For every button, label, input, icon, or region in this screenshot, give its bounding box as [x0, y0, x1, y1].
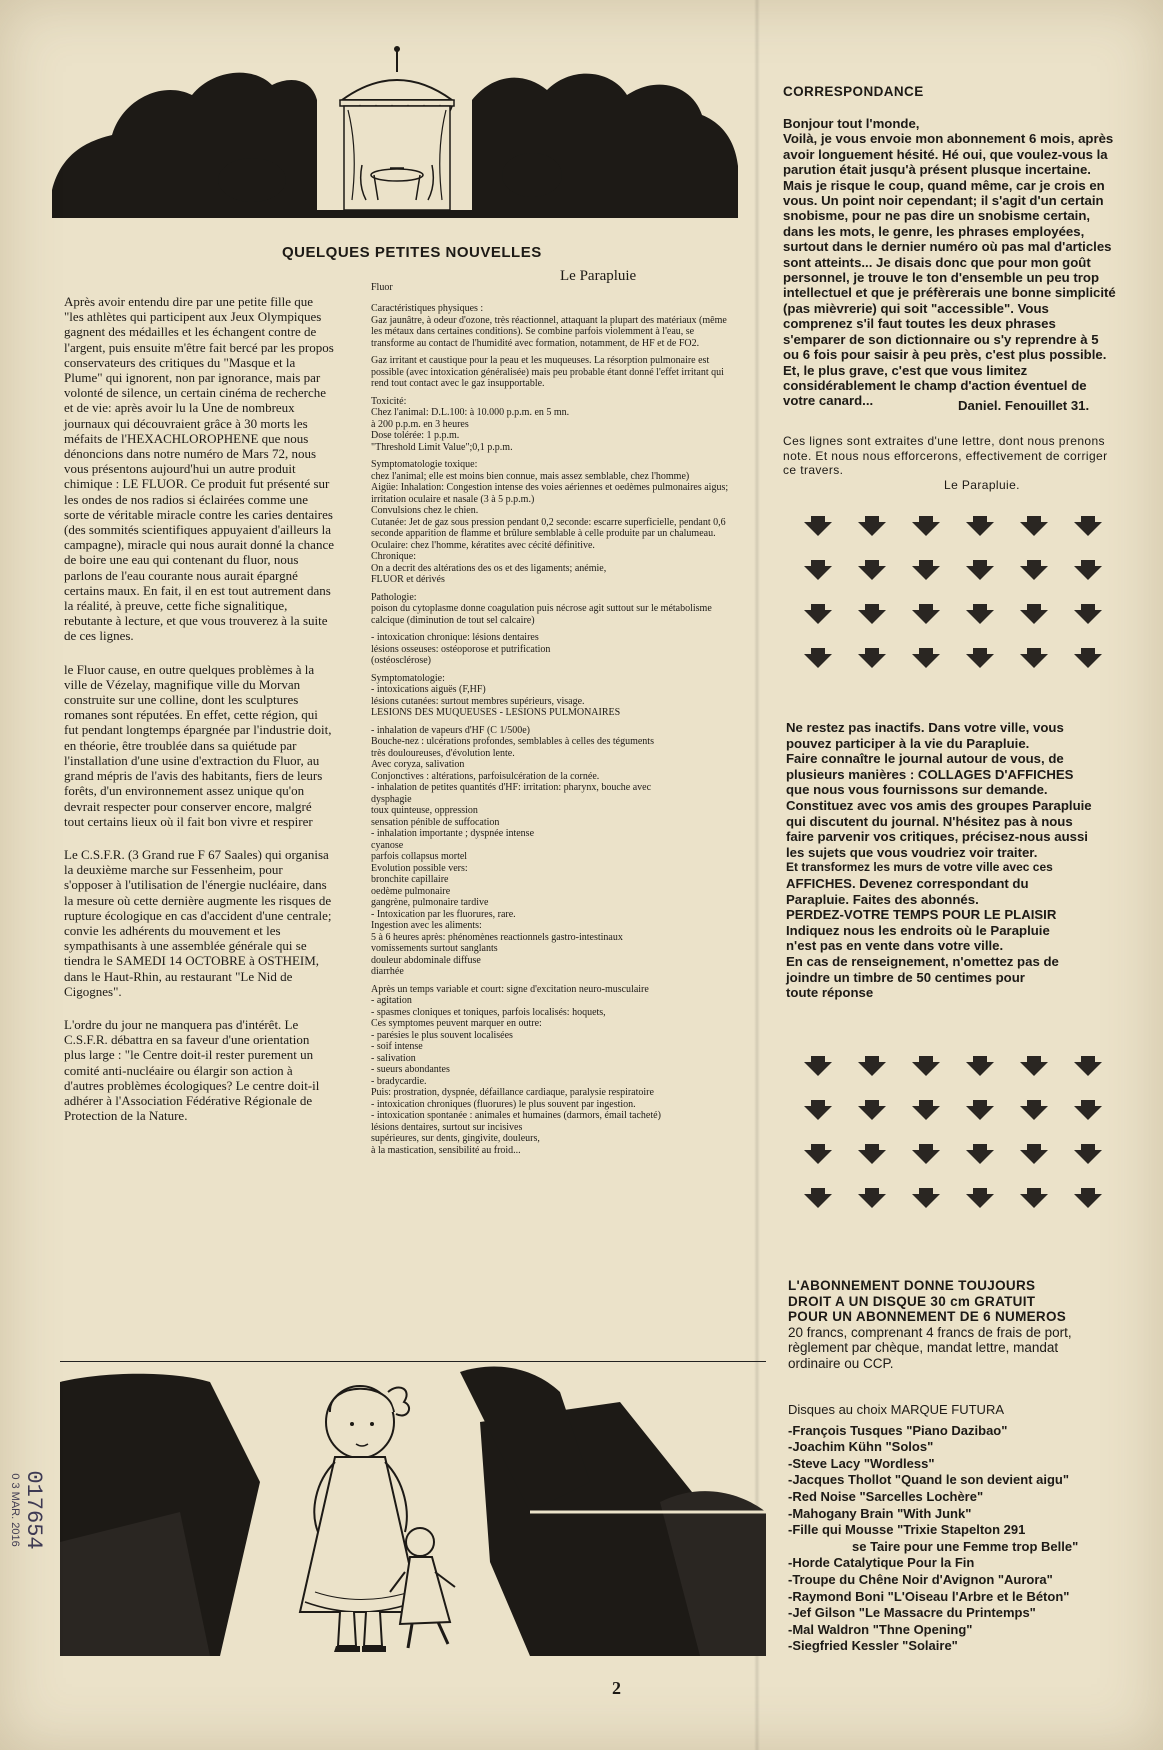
data-sheet-block: Après un temps variable et court: signe d'excitation neuro-musculaire - agitation - spasmes cloniques et toniques, parfois localisés: hoquets, Ces symptomes peuvent marquer en outre: - parésies le plus souvent localisées - soif intense - salivation - sueurs abondantes - bradycardie. Puis: prostration, dyspnée, défaillance cardiaque, paralysie respiratoire - intoxication chroniques (fluorures) le plus souvent par ingestion. - intoxication spontanée : animales et humaines (darmors, émail tacheté) lésions dentaires, surtout sur incisives supérieures, sur dents, gingivite, douleurs, à la mastication, sensibilité au froid...	[371, 983, 661, 1156]
action-line: joindre un timbre de 50 centimes pour	[786, 969, 1025, 985]
page-number: 2	[612, 1678, 621, 1698]
down-arrow-icon	[912, 1100, 940, 1120]
down-arrow-icon	[966, 604, 994, 624]
down-arrow-icon	[912, 516, 940, 536]
down-arrow-icon	[804, 648, 832, 668]
section-signature: Le Parapluie	[560, 268, 637, 284]
call-to-action	[786, 720, 1116, 1001]
down-arrow-icon	[1074, 1100, 1102, 1120]
action-line: Ne restez pas inactifs. Dans votre ville, vous	[786, 720, 1064, 735]
down-arrow-icon	[858, 1188, 886, 1208]
down-arrow-icon	[1020, 1188, 1048, 1208]
action-line: En cas de renseignement, n'omettez pas de	[786, 953, 1059, 969]
down-arrow-icon	[1020, 604, 1048, 624]
action-line: PERDEZ-VOTRE TEMPS POUR LE PLAISIR	[786, 907, 1057, 923]
down-arrow-icon	[912, 560, 940, 580]
down-arrow-icon	[858, 516, 886, 536]
down-arrow-icon	[804, 1100, 832, 1120]
action-line: faire parvenir vos critiques, précisez-nous aussi	[786, 829, 1088, 845]
record-item: -Jacques Thollot "Quand le son devient aigu"	[788, 1472, 1070, 1488]
data-sheet-block: Symptomatologie toxique: chez l'animal; elle est moins bien connue, mais assez semblable, chez l'homme) Aigüe: Inhalation: Congestion intense des voies aériennes et oedèmes pulmonaires aigus; irritation oculaire et nasale (3 à 5 p.p.m.) Convulsions chez le chien. Cutanée: Jet de gaz sous pression pendant 0,2 seconde: escarre superficielle, pendant 0,6 seconde apparition de flamme et brûlure semblable à celle produite par un chalumeau. Oculaire: chez l'homme, kératites avec cécité définitive. Chronique: On a decrit des altérations des os et des ligaments; anémie, FLUOR et dérivés	[371, 459, 729, 585]
down-arrow-icon	[804, 1188, 832, 1208]
down-arrow-icon	[1074, 648, 1102, 668]
down-arrow-icon	[912, 1056, 940, 1076]
record-item: -Steve Lacy "Wordless"	[788, 1455, 935, 1471]
down-arrow-icon	[804, 604, 832, 624]
record-item: -Siegfried Kessler "Solaire"	[788, 1638, 958, 1654]
record-item: -Fille qui Mousse "Trixie Stapelton 291	[788, 1522, 1026, 1538]
down-arrow-icon	[1020, 1100, 1048, 1120]
subscription-offer	[788, 1278, 1118, 1371]
reader-letter: Bonjour tout l'monde, Voilà, je vous envoie mon abonnement 6 mois, après avoir longuement hésité. Hé oui, que voulez-vous la parution était jusqu'à présent plusque incertaine. Mais je risque le coup, quand même, car je crois en vous. Un point noir cependant; il s'agit d'un certain snobisme, pour ne pas dire un snobisme certain, dans les mots, le genre, les phrases employées, surtout dans le dernier numéro où pas mal d'articles sont atteints... Je disais donc que pour mon goût personnel, je trouve le ton d'ensemble un peu trop intellectuel et que je préfèrerais une bonne simplicité (pas mièvrerie) qui soit "accessible". Vous comprenez s'il faut toutes les deux phrases s'emparer de son dictionnaire ou s'y reprendre à 5 ou 6 fois pour saisir à peu près, c'est plus possible. Et, le plus grave, c'est que vous limitez considérablement le champ d'action éventuel de votre canard...	[783, 116, 1116, 409]
action-line: n'est pas en vente dans votre ville.	[786, 938, 1004, 954]
record-item: -Raymond Boni "L'Oiseau l'Arbre et le Béton"	[788, 1588, 1070, 1604]
stamp-number: 017654	[21, 1470, 46, 1550]
editor-note: Ces lignes sont extraites d'une lettre, dont nous prenons note. Et nous nous efforcerons, effectivement de corriger ce travers.	[783, 434, 1108, 477]
action-line: Constituez avec vos amis des groupes Parapluie	[786, 797, 1092, 813]
data-sheet-block: Gaz irritant et caustique pour la peau et les muqueuses. La résorption pulmonaire est possible (avec intoxication généralisée) mais peu probable étant donné l'effet irritant qui rend tout contact avec le gaz insupportable.	[371, 355, 724, 389]
action-line: Faire connaître le journal autour de vous, de	[786, 751, 1064, 767]
down-arrow-icon	[966, 1144, 994, 1164]
down-arrow-icon	[858, 1056, 886, 1076]
arrow-grid-bottom-svg	[800, 1046, 1120, 1226]
down-arrow-icon	[966, 648, 994, 668]
data-sheet-block: - intoxication chronique: lésions dentaires lésions osseuses: ostéoporose et putrification (ostéosclérose)	[371, 632, 551, 666]
stamp-date: 0 3 MAR. 2016	[9, 1473, 21, 1547]
fluor-label: Fluor	[371, 282, 393, 293]
down-arrow-icon	[1020, 516, 1048, 536]
down-arrow-icon	[804, 1144, 832, 1164]
data-sheet-block: Pathologie: poison du cytoplasme donne coagulation puis nécrose agit suttout sur le métabolisme calcique (diminution de tout sel calcaire)	[371, 591, 712, 626]
record-item: -Joachim Kühn "Solos"	[788, 1439, 934, 1455]
down-arrow-icon	[804, 560, 832, 580]
subscription-line: 20 francs, comprenant 4 francs de frais de port,	[788, 1324, 1072, 1340]
girl-with-doll-illustration	[60, 1362, 766, 1656]
data-sheet-block: - inhalation de vapeurs d'HF (C 1/500e) Bouche-nez : ulcérations profondes, semblables à celles des téguments très douloureuses, d'évolution lente. Avec coryza, salivation Conjonctives : altérations, parfoisulcération de la cornée. - inhalation de petites quantités d'HF: irritation: pharynx, bouche avec dysphagie toux quinteuse, oppression sensation pénible de suffocation - inhalation importante ; dyspnée intense cyanose parfois collapsus mortel Evolution possible vers: bronchite capillaire oedème pulmonaire gangrène, pulmonaire tardive - Intoxication par les fluorures, rare. Ingestion avec les aliments: 5 à 6 heures après: phénomènes reactionnels gastro-intestinaux vomissements surtout sanglants douleur abdominale diffuse diarrhée	[371, 724, 654, 977]
action-line: toute réponse	[786, 985, 874, 1001]
subscription-line: DROIT A UN DISQUE 30 cm GRATUIT	[788, 1293, 1036, 1309]
down-arrow-icon	[966, 1056, 994, 1076]
down-arrow-icon	[858, 648, 886, 668]
editor-note-signature: Le Parapluie.	[944, 478, 1020, 492]
action-line: Parapluie. Faites des abonnés.	[786, 891, 979, 907]
down-arrow-icon	[966, 560, 994, 580]
down-arrow-icon	[1020, 1144, 1048, 1164]
arrow-grid-top	[800, 506, 1120, 686]
subscription-line: règlement par chèque, mandat lettre, mandat	[788, 1340, 1059, 1355]
left-column	[64, 294, 334, 1141]
fluor-data-sheet	[371, 282, 739, 1162]
arrow-grid-top-svg	[800, 506, 1120, 686]
record-item: -Mahogany Brain "With Junk"	[788, 1505, 972, 1521]
action-line: que nous vous fournissons sur demande.	[786, 782, 1048, 798]
records-header: Disques au choix MARQUE FUTURA	[788, 1402, 1004, 1417]
archive-stamp	[6, 1370, 66, 1660]
down-arrow-icon	[1020, 1056, 1048, 1076]
record-item: -Jef Gilson "Le Massacre du Printemps"	[788, 1605, 1036, 1621]
action-line: Et transformez les murs de votre ville avec ces	[786, 860, 1053, 875]
down-arrow-icon	[912, 1144, 940, 1164]
down-arrow-icon	[1020, 648, 1048, 668]
down-arrow-icon	[858, 1144, 886, 1164]
down-arrow-icon	[804, 1056, 832, 1076]
article-paragraph: Après avoir entendu dire par une petite fille que "les athlètes qui participent aux Jeux Olympiques gagnent des médailles et les échangent contre de l'argent, puis ensuite m'être fait bercé par les propos conservateurs des critiques du "Masque et la Plume" qui ignorent, non par ignorance, mais par volonté de silence, un certain cinéma de recherche et de vie: après avoir lu la Une de nombreux journaux qui découvraient grâce à 30 morts les méfaits de l'HEXACHLOROPHENE que nous dénoncions dans notre numéro de Mars 72, nous vous présentons aujourd'hui un autre produit chimique : LE FLUOR. Ce produit fut présenté sur les ondes de nos radios si éclairées comme une sorte de véritable miracle contre les caries dentaires (des sommités scientifiques appuyaient d'ailleurs la campagne), miracle qui nous aurait donné la chance de boire une eau qui contenant du fluor, nous parlons de l'eau courante nous aurait épargné certains maux. En fait, il en est tout autrement dans la réalité, à preuve, cette fiche signalitique, rebutante à lecture, et que vous trouverez à la suite de ces lignes.	[64, 294, 334, 644]
down-arrow-icon	[858, 560, 886, 580]
down-arrow-icon	[912, 1188, 940, 1208]
down-arrow-icon	[1074, 516, 1102, 536]
correspondence-title: CORRESPONDANCE	[783, 84, 924, 99]
garden-pavilion-illustration	[52, 40, 738, 218]
action-line: pouvez participer à la vie du Parapluie.	[786, 735, 1030, 751]
arrow-grid-bottom	[800, 1046, 1120, 1226]
down-arrow-icon	[804, 516, 832, 536]
record-item: -Troupe du Chêne Noir d'Avignon "Aurora"	[788, 1571, 1053, 1587]
records-list	[788, 1402, 1118, 1655]
down-arrow-icon	[1074, 1188, 1102, 1208]
subscription-line: ordinaire ou CCP.	[788, 1355, 894, 1371]
article-paragraph: Le C.S.F.R. (3 Grand rue F 67 Saales) qui organisa la deuxième marche sur Fessenheim, pour s'opposer à l'utilisation de l'énergie nucléaire, dans la mesure où cette dernière augmente les risques de rupture écologique en cas d'accident d'une centrale; convie les adhérents du mouvement et les sympathisants à une assemblée générale qui se tiendra le SAMEDI 14 OCTOBRE à OSTHEIM, dans le Haut-Rhin, au restaurant "Le Nid de Cigognes".	[64, 846, 332, 999]
action-line: AFFICHES. Devenez correspondant du	[786, 875, 1029, 891]
down-arrow-icon	[1074, 1056, 1102, 1076]
down-arrow-icon	[966, 1188, 994, 1208]
down-arrow-icon	[966, 1100, 994, 1120]
down-arrow-icon	[912, 604, 940, 624]
down-arrow-icon	[1074, 1144, 1102, 1164]
data-sheet-block: Caractéristiques physiques : Gaz jaunâtre, à odeur d'ozone, très réactionnel, attaquant la plupart des matériaux (même les métaux dans certaines conditions). Se combine parfois violemment à l'eau, se transforme au contact de l'humidité avec formation, notamment, de HF et de FO2.	[371, 303, 727, 349]
action-line: les sujets que vous voudriez voir traiter.	[786, 844, 1038, 860]
down-arrow-icon	[1020, 560, 1048, 580]
article-paragraph: le Fluor cause, en outre quelques problèmes à la ville de Vézelay, magnifique ville du Morvan construite sur une colline, dont les sculptures romanes sont réputées. En effet, cette région, qui fut pendant longtemps épargnée par l'industrie doit, en théorie, être troublée dans sa quiétude par l'installation d'une usine d'extraction du Fluor, au grand mépris de l'avis des habitants, fiers de leurs forêts, d'un environnement assez unique qu'on devrait respecter pour conserver encore, malgré tout certains lieux où il fait bon vivre et respirer	[64, 661, 332, 829]
record-item: se Taire pour une Femme trop Belle"	[852, 1538, 1079, 1554]
letter-signature: Daniel. Fenouillet 31.	[958, 398, 1090, 413]
action-line: qui discutent du journal. N'hésitez pas à nous	[786, 813, 1073, 829]
down-arrow-icon	[912, 648, 940, 668]
record-item: -François Tusques "Piano Dazibao"	[788, 1422, 1008, 1438]
record-item: -Mal Waldron "Thne Opening"	[788, 1621, 973, 1637]
data-sheet-block: Symptomatologie: - intoxications aiguës (F,HF) lésions cutanées: surtout membres supérieurs, visage. LESIONS DES MUQUEUSES - LESIONS PULMONAIRES	[371, 672, 621, 718]
section-title: QUELQUES PETITES NOUVELLES	[282, 244, 542, 261]
record-item: -Red Noise "Sarcelles Lochère"	[788, 1488, 984, 1504]
data-sheet-block: Toxicité: Chez l'animal: D.L.100: à 10.000 p.p.m. en 5 mn. à 200 p.p.m. en 3 heures Dose tolérée: 1 p.p.m. "Threshold Limit Value";0,1 p.p.m.	[371, 395, 570, 453]
down-arrow-icon	[966, 516, 994, 536]
article-paragraph: L'ordre du jour ne manquera pas d'intérêt. Le C.S.F.R. débattra en sa faveur d'une orientation plus large : "le Centre doit-il rester purement un comité anti-nucléaire ou élargir son action à d'autres problèmes écologiques? Le centre doit-il adhérer à l'Association Fédérative Régionale de Protection de la Nature.	[64, 1016, 320, 1124]
down-arrow-icon	[1074, 560, 1102, 580]
action-line: plusieurs manières : COLLAGES D'AFFICHES	[786, 766, 1074, 782]
down-arrow-icon	[858, 604, 886, 624]
down-arrow-icon	[858, 1100, 886, 1120]
action-line: Indiquez nous les endroits où le Parapluie	[786, 922, 1050, 938]
record-item: -Horde Catalytique Pour la Fin	[788, 1555, 975, 1571]
subscription-line: POUR UN ABONNEMENT DE 6 NUMEROS	[788, 1309, 1067, 1324]
down-arrow-icon	[1074, 604, 1102, 624]
subscription-line: L'ABONNEMENT DONNE TOUJOURS	[788, 1278, 1036, 1293]
